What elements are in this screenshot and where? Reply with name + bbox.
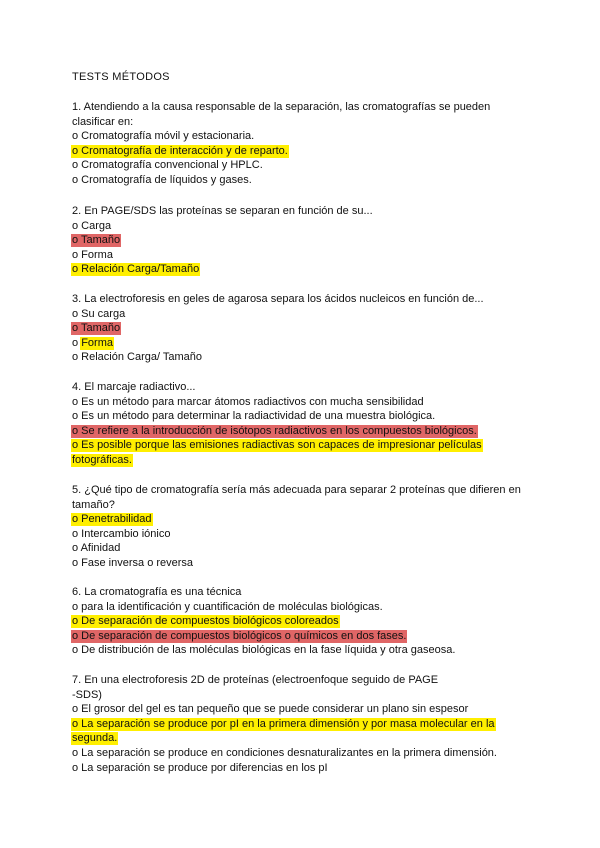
option: o para la identificación y cuantificación de moléculas biológicas. [72, 600, 383, 613]
option: o Relación Carga/ Tamaño [72, 351, 203, 364]
option-highlighted-yellow: o De separación de compuestos biológicos coloreados [72, 615, 339, 628]
option-highlighted-red: o Se refiere a la introducción de isótopos radiactivos en los compuestos biológicos. [72, 424, 477, 437]
question-3 [72, 292, 537, 365]
option: o Cromatografía convencional y HPLC. [72, 159, 263, 172]
option: o Su carga [72, 307, 126, 320]
question-text: 7. En una electroforesis 2D de proteínas (electroenfoque seguido de PAGE [72, 674, 439, 686]
option: o Cromatografía de líquidos y gases. [72, 173, 252, 186]
question-text: tamaño? [72, 498, 115, 511]
question-text: 5. ¿Qué tipo de cromatografía sería más adecuada para separar 2 proteínas que difieren en [72, 484, 521, 496]
option-highlighted-red: o Tamaño [72, 234, 121, 247]
question-text: 4. El marcaje radiactivo... [72, 381, 196, 393]
option: o Intercambio iónico [72, 527, 171, 540]
question-text: clasificar en: [72, 115, 134, 128]
question-text: -SDS) [72, 688, 102, 701]
question-text: 6. La cromatografía es una técnica [72, 586, 242, 598]
option-highlighted-red: o De separación de compuestos biológicos o químicos en dos fases. [72, 629, 407, 642]
option-bullet: o [72, 336, 79, 349]
question-1 [72, 100, 537, 188]
option: o Es un método para determinar la radiactividad de una muestra biológica. [72, 410, 436, 423]
option-highlighted-yellow: segunda. [72, 732, 118, 745]
question-2 [72, 204, 537, 277]
option-highlighted-red: o Tamaño [72, 322, 121, 335]
page-title: TESTS MÉTODOS [72, 71, 170, 83]
question-text: 3. La electroforesis en geles de agarosa separa los ácidos nucleicos en función de... [72, 293, 484, 305]
option-highlighted-yellow: o Relación Carga/Tamaño [72, 263, 200, 276]
option-partial-highlight [72, 336, 537, 351]
question-text: 2. En PAGE/SDS las proteínas se separan en función de su... [72, 205, 373, 217]
option-highlighted-yellow: o Cromatografía de interacción y de reparto. [72, 144, 288, 157]
option-highlighted-yellow: o La separación se produce por pI en la primera dimensión y por masa molecular en la [72, 717, 495, 730]
question-text: 1. Atendiendo a la causa responsable de la separación, las cromatografías se pueden [72, 101, 491, 113]
option-highlighted-yellow: o Penetrabilidad [72, 513, 152, 526]
question-6 [72, 585, 537, 658]
option: o Forma [72, 248, 113, 261]
option: o La separación se produce por diferencias en los pI [72, 761, 328, 774]
question-5 [72, 483, 537, 571]
option: o Es un método para marcar átomos radiactivos con mucha sensibilidad [72, 395, 424, 408]
question-7 [72, 673, 537, 775]
option: o De distribución de las moléculas biológicas en la fase líquida y otra gaseosa. [72, 644, 456, 657]
option-highlighted-yellow: o Es posible porque las emisiones radiactivas son capaces de impresionar películas [72, 439, 482, 452]
option: o Carga [72, 219, 112, 232]
option: o Fase inversa o reversa [72, 556, 194, 569]
option: o El grosor del gel es tan pequeño que se puede considerar un plano sin espesor [72, 703, 469, 716]
option: o La separación se produce en condiciones desnaturalizantes en la primera dimensión. [72, 746, 497, 759]
question-4 [72, 380, 537, 468]
option: o Cromatografía móvil y estacionaria. [72, 130, 255, 143]
option: o Afinidad [72, 542, 121, 555]
option-highlighted-yellow: Forma [81, 336, 113, 349]
option-highlighted-yellow: fotográficas. [72, 453, 132, 466]
